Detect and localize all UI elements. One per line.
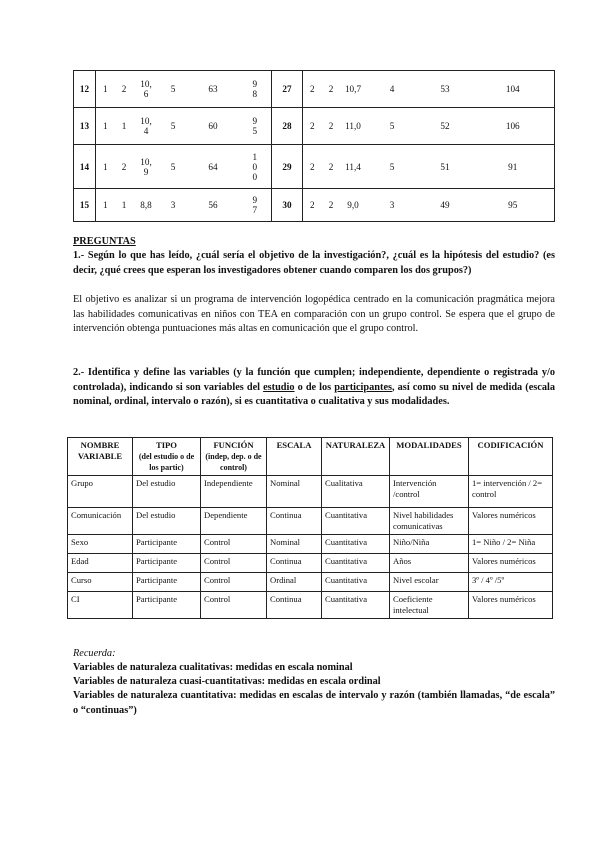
header-funcion-sub: (indep, dep. o de control) <box>205 452 262 472</box>
variable-funcion: Control <box>201 573 267 592</box>
cell <box>134 108 159 145</box>
cell <box>134 145 159 189</box>
cell-part: 10, <box>140 116 152 126</box>
variable-naturaleza: Cuantitativa <box>322 592 390 619</box>
variable-modalidades: Nivel escolar <box>390 573 469 592</box>
variable-naturaleza: Cuantitativa <box>322 573 390 592</box>
variable-tipo: Del estudio <box>133 508 201 535</box>
variable-escala: Nominal <box>267 476 322 508</box>
variable-tipo: Participante <box>133 592 201 619</box>
row-id: 15 <box>74 189 96 222</box>
variable-escala: Ordinal <box>267 573 322 592</box>
cell: 60 <box>188 108 239 145</box>
cell: 53 <box>419 71 472 108</box>
row-id: 30 <box>272 189 303 222</box>
cell-part: 0 <box>252 171 258 182</box>
cell <box>239 108 272 145</box>
variable-tipo: Participante <box>133 573 201 592</box>
row-id: 13 <box>74 108 96 145</box>
cell-part: 0 <box>252 161 258 172</box>
cell: 5 <box>366 108 419 145</box>
cell: 1 <box>96 71 115 108</box>
cell-part: 5 <box>252 126 258 136</box>
cell <box>239 189 272 222</box>
variable-funcion: Control <box>201 535 267 554</box>
header-escala: ESCALA <box>267 438 322 476</box>
row-id: 28 <box>272 108 303 145</box>
variable-codificacion: 1= intervención / 2= control <box>469 476 553 508</box>
cell: 52 <box>419 108 472 145</box>
variable-row <box>68 592 553 619</box>
cell: 5 <box>159 145 188 189</box>
variable-tipo: Del estudio <box>133 476 201 508</box>
variable-codificacion: 1= Niño / 2= Niña <box>469 535 553 554</box>
variable-row <box>68 573 553 592</box>
cell-part: 9 <box>252 195 258 205</box>
header-nombre: NOMBRE VARIABLE <box>68 438 133 476</box>
variable-funcion: Dependiente <box>201 508 267 535</box>
cell: 11,4 <box>341 145 366 189</box>
variable-codificacion: Valores numéricos <box>469 554 553 573</box>
variable-nombre: Curso <box>68 573 133 592</box>
cell <box>239 145 272 189</box>
variable-funcion: Control <box>201 554 267 573</box>
variable-nombre: CI <box>68 592 133 619</box>
question-2-estudio: estudio <box>263 381 295 393</box>
cell: 63 <box>188 71 239 108</box>
data-row <box>74 108 555 145</box>
cell: 10,7 <box>341 71 366 108</box>
participants-data-table <box>73 70 555 222</box>
recuerda-line-1: Variables de naturaleza cualitativas: medidas en escala nominal <box>73 662 353 673</box>
header-codificacion: CODIFICACIÓN <box>469 438 553 476</box>
question-2-part-c: , así como su nivel de medida (escala nominal, ordinal, intervalo o razón), si es cuantitativa o cualitativa y sus modalidades. <box>73 381 555 407</box>
cell-part: 8 <box>252 89 258 99</box>
variables-table <box>67 437 553 619</box>
variable-escala: Continua <box>267 592 322 619</box>
variable-escala: Nominal <box>267 535 322 554</box>
cell: 4 <box>366 71 419 108</box>
cell: 51 <box>419 145 472 189</box>
cell-part: 9 <box>143 166 149 177</box>
header-tipo-label: TIPO <box>155 440 177 450</box>
variable-funcion: Control <box>201 592 267 619</box>
cell: 1 <box>96 108 115 145</box>
variable-nombre: Edad <box>68 554 133 573</box>
header-tipo-sub: (del estudio o de los partic) <box>138 452 195 472</box>
cell: 2 <box>322 108 341 145</box>
cell: 5 <box>159 108 188 145</box>
cell-part: 1 <box>252 151 258 162</box>
question-2-participantes: participantes <box>334 381 393 393</box>
cell: 1 <box>96 189 115 222</box>
cell: 95 <box>472 189 555 222</box>
cell: 2 <box>322 145 341 189</box>
cell: 2 <box>115 71 134 108</box>
row-id: 29 <box>272 145 303 189</box>
question-2 <box>73 366 555 410</box>
variable-modalidades: Años <box>390 554 469 573</box>
question-2-part-a: 2.- Identifica y define las variables (y la función que cumplen; independiente, dependiente o registrada y/o controlada), indicando si son variables del <box>73 367 555 393</box>
recuerda-title: Recuerda: <box>73 648 116 659</box>
variable-escala: Continua <box>267 554 322 573</box>
variable-naturaleza: Cuantitativa <box>322 554 390 573</box>
cell-part: 9 <box>252 79 258 89</box>
cell <box>239 71 272 108</box>
cell: 2 <box>303 71 322 108</box>
recuerda-line-2: Variables de naturaleza cuasi-cuantitativas: medidas en escala ordinal <box>73 676 381 687</box>
preguntas-heading: PREGUNTAS <box>73 236 136 247</box>
cell: 1 <box>96 145 115 189</box>
answer-1 <box>73 293 555 337</box>
cell: 106 <box>472 108 555 145</box>
cell: 8,8 <box>134 189 159 222</box>
variable-codificacion: 3º / 4º /5º <box>469 573 553 592</box>
cell: 3 <box>159 189 188 222</box>
cell: 2 <box>303 189 322 222</box>
header-naturaleza: NATURALEZA <box>322 438 390 476</box>
variable-tipo: Participante <box>133 554 201 573</box>
header-tipo <box>133 438 201 476</box>
cell: 104 <box>472 71 555 108</box>
cell <box>134 71 159 108</box>
cell: 49 <box>419 189 472 222</box>
header-modalidades: MODALIDADES <box>390 438 469 476</box>
variable-naturaleza: Cuantitativa <box>322 508 390 535</box>
data-row <box>74 71 555 108</box>
variable-nombre: Sexo <box>68 535 133 554</box>
variable-tipo: Participante <box>133 535 201 554</box>
variables-header-row <box>68 438 553 476</box>
variable-modalidades: Niño/Niña <box>390 535 469 554</box>
answer-1-line1: El objetivo es analizar si un programa de intervención logopédica centrado en la comunicación pragmática mejora las habilidades comunicativas en niños con TEA en comparación con un grupo control. <box>73 294 555 320</box>
variable-row <box>68 554 553 573</box>
cell-part: 10, <box>140 79 152 89</box>
variable-naturaleza: Cualitativa <box>322 476 390 508</box>
cell-part: 4 <box>143 126 149 136</box>
variable-modalidades: Intervención /control <box>390 476 469 508</box>
cell: 2 <box>322 189 341 222</box>
row-id: 12 <box>74 71 96 108</box>
cell: 64 <box>188 145 239 189</box>
answer-1-line2: Se espera que el grupo de intervención obtenga puntuaciones más altas en comunicación que el grupo control. <box>73 308 555 334</box>
cell: 2 <box>303 145 322 189</box>
cell: 91 <box>472 145 555 189</box>
cell: 11,0 <box>341 108 366 145</box>
header-funcion-label: FUNCIÓN <box>213 440 254 450</box>
header-funcion <box>201 438 267 476</box>
cell-part: 10, <box>140 156 152 167</box>
cell-part: 7 <box>252 205 258 215</box>
variable-funcion: Independiente <box>201 476 267 508</box>
cell-part: 9 <box>252 116 258 126</box>
variable-escala: Continua <box>267 508 322 535</box>
data-row <box>74 145 555 189</box>
cell: 2 <box>303 108 322 145</box>
data-row <box>74 189 555 222</box>
variable-codificacion: Valores numéricos <box>469 508 553 535</box>
cell: 5 <box>159 71 188 108</box>
variable-nombre: Comunicación <box>68 508 133 535</box>
variable-row <box>68 535 553 554</box>
variable-nombre: Grupo <box>68 476 133 508</box>
variable-modalidades: Coeficiente intelectual <box>390 592 469 619</box>
variable-naturaleza: Cuantitativa <box>322 535 390 554</box>
cell: 5 <box>366 145 419 189</box>
cell: 1 <box>115 108 134 145</box>
variable-row <box>68 508 553 535</box>
variable-codificacion: Valores numéricos <box>469 592 553 619</box>
cell: 9,0 <box>341 189 366 222</box>
row-id: 14 <box>74 145 96 189</box>
cell: 2 <box>322 71 341 108</box>
recuerda-line-3: Variables de naturaleza cuantitativa: medidas en escalas de intervalo y razón (también llamadas, “de escala” o “continuas”) <box>73 690 555 716</box>
cell: 56 <box>188 189 239 222</box>
row-id: 27 <box>272 71 303 108</box>
variable-modalidades: Nivel habilidades comunicativas <box>390 508 469 535</box>
question-2-part-b: o de los <box>294 381 335 393</box>
cell: 3 <box>366 189 419 222</box>
variable-row <box>68 476 553 508</box>
question-1: 1.- Según lo que has leído, ¿cuál sería el objetivo de la investigación?, ¿cuál es la hipótesis del estudio? (es decir, ¿qué crees que esperan los investigadores obtener cuando comparen los dos grupos?) <box>73 250 555 276</box>
cell-part: 6 <box>143 89 149 99</box>
cell: 2 <box>115 145 134 189</box>
cell: 1 <box>115 189 134 222</box>
